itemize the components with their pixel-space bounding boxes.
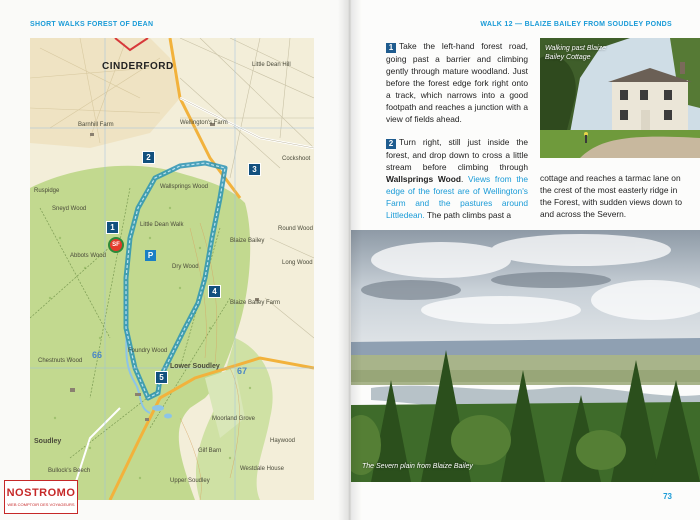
map-label: Little Dean Hill <box>252 62 291 68</box>
parking-icon: P <box>145 250 156 261</box>
logo-title: NOSTROMO <box>6 487 76 499</box>
page-number: 73 <box>663 492 672 501</box>
grid-number: 67 <box>237 366 248 376</box>
map-label: Blaize Bailey Farm <box>230 300 281 306</box>
map-label: Wellington's Farm <box>180 120 228 126</box>
cottage-caption: Walking past Blaize Bailey Cottage <box>545 45 606 61</box>
step-1-text: Take the left-hand forest road, going past a barrier and climbing gently through mature woodland. Just before the forest edge fork right onto a track, which narrows into a good footpath and reaches a junction with a view of fields ahead. <box>386 41 528 125</box>
map-label: Gilf Barn <box>198 448 222 454</box>
step-2-text-b: . <box>460 174 468 185</box>
map-label: Cockshoot <box>282 156 311 162</box>
map-label: Sneyd Wood <box>52 206 87 212</box>
map-label: Foundry Wood <box>128 348 168 354</box>
map-label: Haywood <box>270 438 296 444</box>
grid-number: 66 <box>92 350 103 360</box>
map-label: Soudley <box>34 438 62 445</box>
severn-photo <box>351 230 700 482</box>
step-1-paragraph <box>386 40 528 126</box>
map-label: Lower Soudley <box>170 363 220 370</box>
map-label: Ruspidge <box>34 188 60 194</box>
map-label: Abbots Wood <box>70 253 106 259</box>
waypoint-5: 5 <box>155 371 168 384</box>
map-label: Upper Soudley <box>170 478 210 484</box>
map-label: Long Wood <box>282 260 313 266</box>
severn-caption: The Severn plain from Blaize Bailey <box>362 463 473 470</box>
waypoint-3: 3 <box>248 163 261 176</box>
map-label: Little Dean Walk <box>140 222 184 228</box>
route-map <box>30 38 314 500</box>
waypoint-1: 1 <box>106 221 119 234</box>
map-label: Barnhill Farm <box>78 122 114 128</box>
nostromo-logo <box>4 480 78 514</box>
step-number-badge: 2 <box>386 139 396 149</box>
step-2-text-a: Turn right, still just inside the forest, and drop down to cross a little stream before climbing through <box>386 137 528 173</box>
waypoint-2: 2 <box>142 151 155 164</box>
map-label: Round Wood <box>278 226 313 232</box>
map-label: Chestnuts Wood <box>38 358 83 364</box>
highlighted-text: Views from the edge of the forest are of Wellington's Farm and the pastures around Littledean. <box>386 174 528 221</box>
right-running-head: WALK 12 — BLAIZE BAILEY FROM SOUDLEY PONDS <box>480 21 672 28</box>
map-label: Dry Wood <box>172 264 199 270</box>
left-running-head: SHORT WALKS FOREST OF DEAN <box>30 21 154 28</box>
map-label: Westdale House <box>240 466 284 472</box>
map-town-label: CINDERFORD <box>102 61 174 72</box>
map-label: Wallsprings Wood <box>160 184 209 190</box>
map-label: Bullock's Beech <box>48 468 91 474</box>
map-label: Blaize Bailey <box>230 238 265 244</box>
place-name-bold: Wallsprings Wood <box>386 174 461 185</box>
start-icon: SF <box>108 237 124 253</box>
step-2-paragraph <box>386 136 528 222</box>
map-label: Moorland Grove <box>212 416 256 422</box>
logo-subtitle: WEB COMPTOIR DES VOYAGEURS <box>7 502 75 507</box>
step-2-continued: cottage and reaches a tarmac lane on the crest of the most easterly ridge in the Forest, with sudden views down to and across the Severn. <box>540 173 682 220</box>
step-number-badge: 1 <box>386 43 396 53</box>
waypoint-4: 4 <box>208 285 221 298</box>
step-2-text-c: The path climbs past a <box>424 210 512 221</box>
